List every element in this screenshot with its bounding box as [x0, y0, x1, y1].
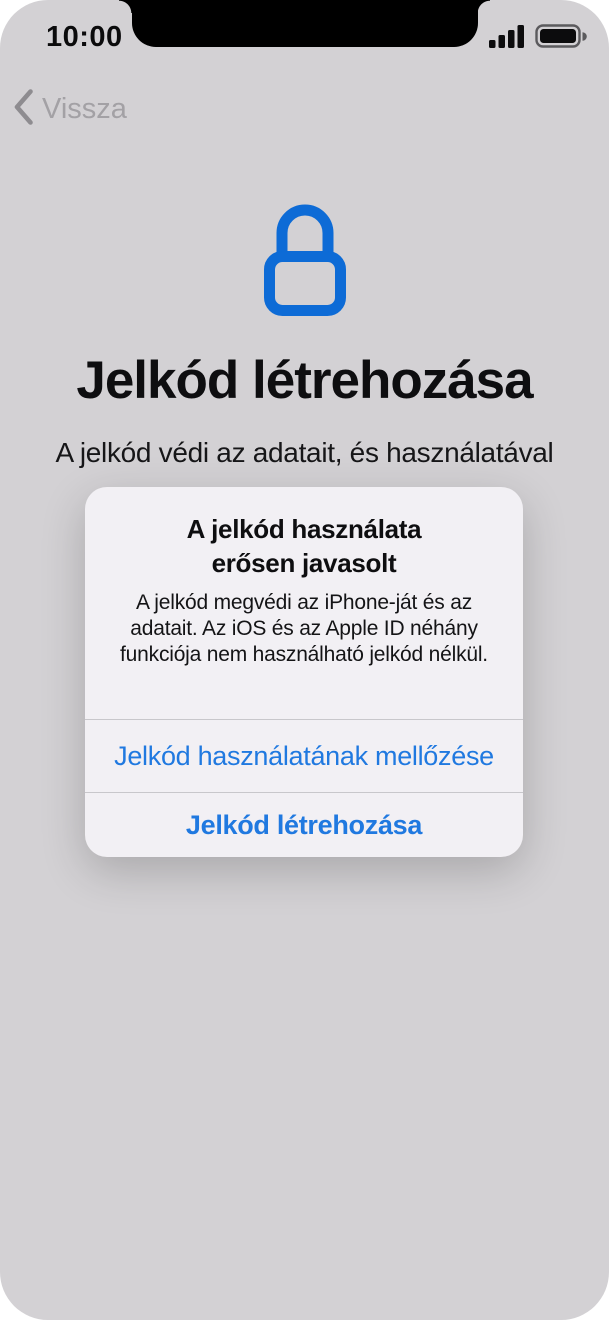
lock-icon	[264, 202, 346, 321]
notch-flare-right	[477, 0, 490, 13]
passcode-alert-dialog	[85, 487, 523, 857]
skip-passcode-button[interactable]: Jelkód használatának mellőzése	[114, 740, 494, 771]
notch-flare-left	[119, 0, 132, 13]
back-button[interactable]	[12, 88, 127, 131]
create-passcode-button[interactable]: Jelkód létrehozása	[185, 809, 423, 840]
status-time: 10:00	[46, 21, 123, 53]
page-subtitle: A jelkód védi az adatait, és használatával	[55, 437, 554, 468]
alert-title: A jelkód használata erősen javasolt	[186, 514, 422, 578]
back-button-label: Vissza	[42, 93, 127, 125]
notch	[132, 0, 478, 47]
page-title: Jelkód létrehozása	[76, 351, 533, 410]
alert-message: A jelkód megvédi az iPhone-ját és az adatait. Az iOS és az Apple ID néhány funkciója nem használható jelkód nélkül.	[120, 591, 488, 666]
cellular-signal-icon	[489, 25, 526, 54]
status-icons	[489, 24, 587, 54]
chevron-left-icon	[12, 88, 36, 131]
battery-icon	[535, 24, 587, 54]
